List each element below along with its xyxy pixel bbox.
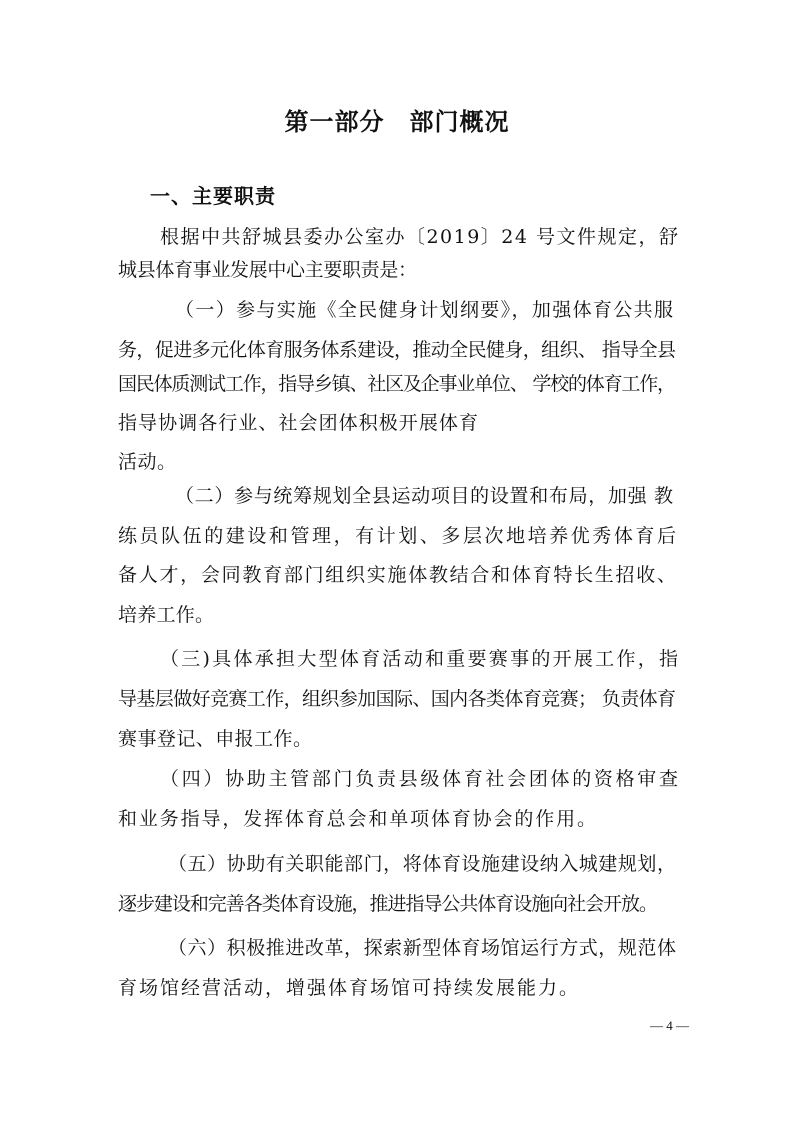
paragraph-line: 和业务指导，发挥体育总会和单项体育协会的作用。 xyxy=(118,808,598,830)
paragraph-line: 根据中共舒城县委办公室办〔2019〕24 号文件规定，舒 xyxy=(160,226,680,248)
paragraph-line: （三)具体承担大型体育活动和重要赛事的开展工作，指 xyxy=(160,648,681,670)
paragraph-line: 指导协调各行业、社会团体积极开展体育 xyxy=(118,412,480,434)
paragraph-line: 育场馆经营活动，增强体育场馆可持续发展能力。 xyxy=(118,977,580,999)
page-title: 第一部分 部门概况 xyxy=(284,108,510,136)
paragraph-line: 培养工作。 xyxy=(118,604,215,626)
paragraph-line: （六）积极推进改革，探索新型体育场馆运行方式，规范体 xyxy=(168,937,677,959)
paragraph-line: 备人才，会同教育部门组织实施体教结合和体育特长生招收、 xyxy=(118,564,678,586)
paragraph-line: （一）参与实施《全民健身计划纲要》，加强体育公共服 xyxy=(175,299,675,321)
paragraph-line: 赛事登记、申报工作。 xyxy=(118,728,313,750)
paragraph-line: 务，促进多元化体育服务体系建设，推动全民健身，组织、 指导全县 xyxy=(118,339,676,361)
paragraph-line: 国民体质测试工作，指导乡镇、社区及企事业单位、 学校的体育工作， xyxy=(118,373,675,395)
paragraph-line: 活动。 xyxy=(118,451,177,473)
page-number: — 4 — xyxy=(650,1018,689,1033)
paragraph-line: （二）参与统筹规划全县运动项目的设置和布局，加强 教 xyxy=(175,485,674,507)
paragraph-line: 城县体育事业发展中心主要职责是： xyxy=(118,259,417,281)
paragraph-line: 导基层做好竞赛工作，组织参加国际、国内各类体育竞赛； 负责体育 xyxy=(118,688,676,710)
paragraph-line: （四）协助主管部门负责县级体育社会团体的资格审查 xyxy=(160,768,681,790)
section-heading: 一、主要职责 xyxy=(150,184,276,208)
paragraph-line: 逐步建设和完善各类体育设施，推进指导公共体育设施向社会开放。 xyxy=(118,893,657,915)
paragraph-line: （五）协助有关职能部门，将体育设施建设纳入城建规划， xyxy=(168,853,677,875)
paragraph-line: 练员队伍的建设和管理，有计划、多层次地培养优秀体育后 xyxy=(118,525,679,547)
